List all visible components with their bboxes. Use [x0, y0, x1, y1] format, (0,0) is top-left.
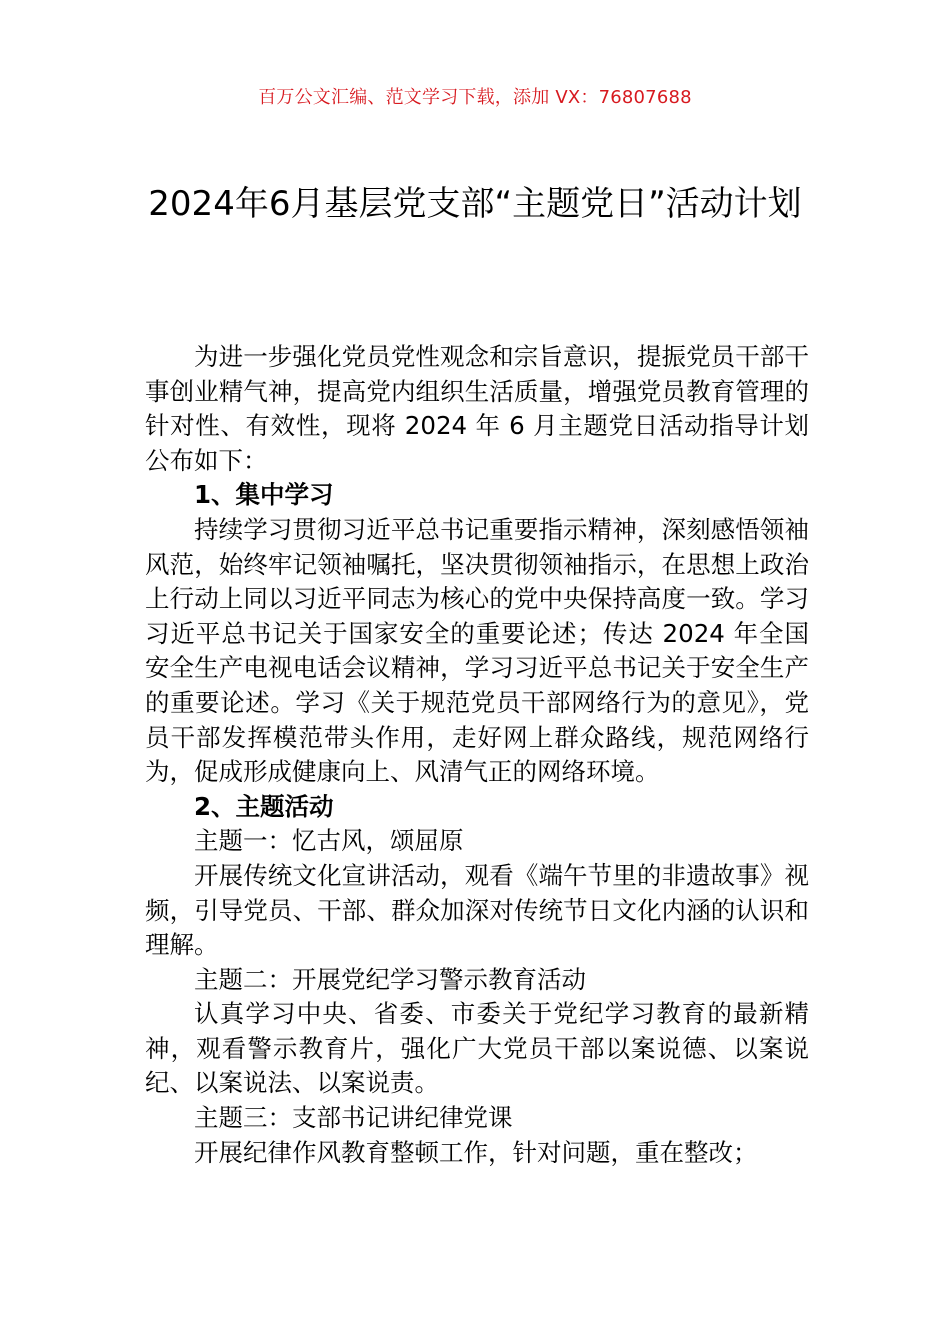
document-body — [145, 340, 809, 1170]
theme-three-title: 主题三：支部书记讲纪律党课 — [194, 1103, 513, 1133]
intro-paragraph: 为进一步强化党员党性观念和宗旨意识，提振党员干部干事创业精气神，提高党内组织生活质量，增强党员教育管理的针对性、有效性，现将 2024 年 6 月主题党日活动指导计划公布如下： — [145, 342, 809, 475]
section-paragraph-study: 持续学习贯彻习近平总书记重要指示精神，深刻感悟领袖风范，始终牢记领袖嘱托，坚决贯彻领袖指示，在思想上政治上行动上同以习近平同志为核心的党中央保持高度一致。学习习近平总书记关于国家安全的重要论述；传达 2024 年全国安全生产电视电话会议精神，学习习近平总书记关于安全生产的重要论述。学习《关于规范党员干部网络行为的意见》，党员干部发挥模范带头作用，走好网上群众路线，规范网络行为，促成形成健康向上、风清气正的网络环境。 — [145, 514, 809, 787]
theme-one-paragraph: 开展传统文化宣讲活动，观看《端午节里的非遗故事》视频，引导党员、干部、群众加深对传统节日文化内涵的认识和理解。 — [145, 860, 809, 960]
page-title: 2024年6月基层党支部“主题党日”活动计划 — [148, 184, 802, 224]
theme-one-title: 主题一：忆古风，颂屈原 — [194, 826, 464, 856]
section-heading-study: 1、集中学习 — [194, 480, 334, 510]
theme-two-title: 主题二：开展党纪学习警示教育活动 — [194, 964, 586, 994]
theme-two-paragraph: 认真学习中央、省委、市委关于党纪学习教育的最新精神，观看警示教育片，强化广大党员干部以案说德、以案说纪、以案说法、以案说责。 — [145, 999, 809, 1098]
theme-three-paragraph: 开展纪律作风教育整顿工作，针对问题，重在整改； — [194, 1137, 758, 1167]
section-heading-activities: 2、主题活动 — [194, 791, 334, 821]
watermark-banner: 百万公文汇编、范文学习下载，添加 VX：76807688 — [258, 87, 692, 108]
